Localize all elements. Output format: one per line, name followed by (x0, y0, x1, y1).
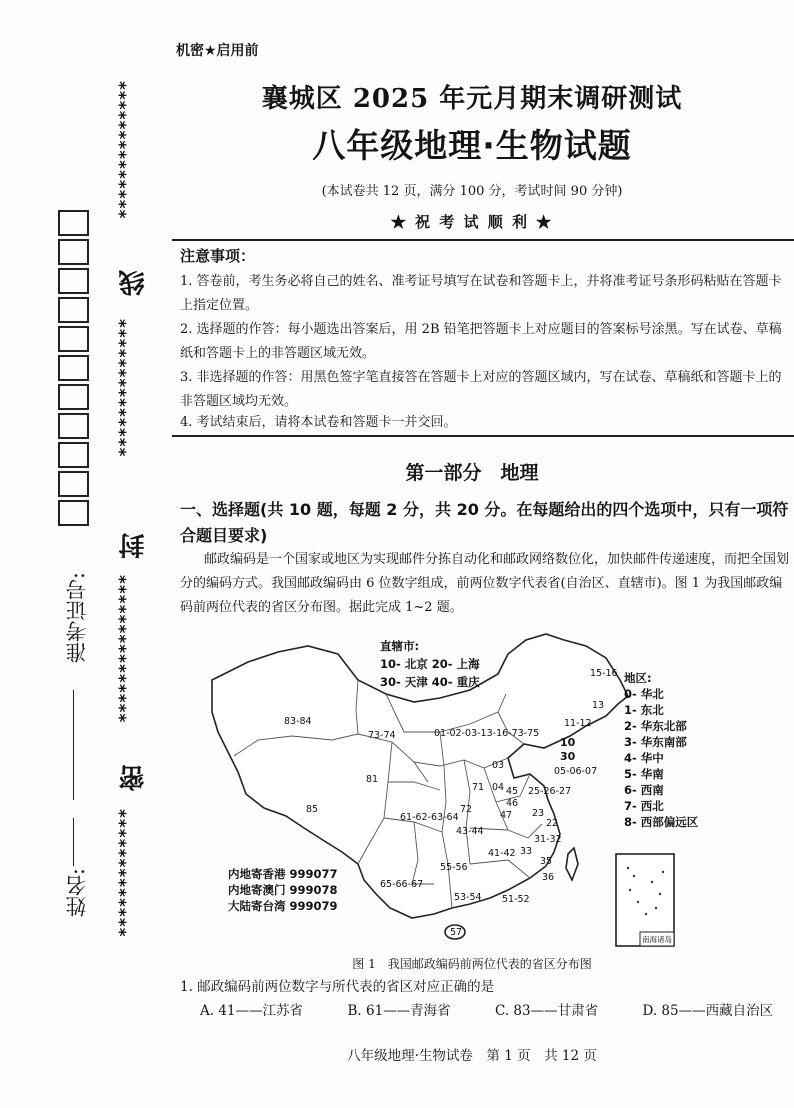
exam-id-box[interactable] (58, 297, 89, 323)
part-title: 第一部分 地理 (405, 462, 539, 484)
exam-id-box[interactable] (58, 500, 89, 526)
divider-notice (172, 435, 794, 437)
province-code: 22 (546, 818, 559, 829)
confidential-mark: 机密★启用前 (176, 43, 259, 59)
option-d[interactable]: D. 85——西藏自治区 (642, 1003, 774, 1019)
municipal-legend-line: 10- 北京 20- 上海 (380, 657, 480, 671)
section-title: 一、选择题(共 10 题，每题 2 分，共 20 分。在每题给出的四个选项中，只有一项符合题目要求) (180, 500, 789, 545)
binding-char-mi: 密 (119, 765, 149, 791)
exam-id-box[interactable] (58, 268, 89, 294)
binding-stars-mid2: *************** (116, 574, 136, 723)
china-postal-map (208, 632, 699, 954)
province-code: 33 (520, 846, 533, 857)
question-1-options (200, 999, 790, 1019)
municipal-legend-line: 30- 天津 40- 重庆 (380, 675, 480, 689)
province-code: 13 (592, 700, 605, 711)
province-code: 72 (460, 804, 473, 815)
region-legend-item: 1- 东北 (624, 703, 664, 717)
province-code: 46 (506, 798, 519, 809)
page-footer: 八年级地理·生物试卷 第 1 页 共 12 页 (347, 1048, 597, 1064)
question-1-stem: 1. 邮政编码前两位数字与所代表的省区对应正确的是 (180, 979, 495, 995)
region-legend-item: 0- 华北 (624, 687, 664, 701)
province-code: 73-74 (368, 730, 396, 741)
region-legend-item: 8- 西部偏远区 (624, 815, 699, 829)
province-code: 15-16 (590, 668, 618, 679)
option-b[interactable]: B. 61——青海省 (347, 1003, 451, 1019)
province-code: 85 (306, 804, 319, 815)
notice-item: 3. 非选择题的作答：用黑色签字笔直接答在答题卡上对应的答题区域内，写在试卷、草稿纸和答题卡上的非答题区域均无效。 (180, 370, 782, 409)
name-label: 姓名: (65, 868, 89, 918)
exam-id-box[interactable] (58, 471, 89, 497)
binding-stars-bottom: ************* (116, 808, 136, 937)
province-code: 36 (542, 872, 555, 883)
province-code: 30 (560, 750, 576, 763)
binding-char-feng: 封 (119, 533, 149, 559)
province-code: 57 (450, 927, 463, 938)
exam-id-box[interactable] (58, 384, 89, 410)
binding-stars-mid1: ************** (116, 318, 136, 457)
province-code: 04 (492, 782, 505, 793)
exam-id-underline[interactable] (73, 690, 74, 800)
name-underline[interactable] (73, 818, 74, 866)
province-code: 05-06-07 (554, 766, 598, 777)
exam-id-box[interactable] (58, 442, 89, 468)
province-code: 53-54 (454, 892, 482, 903)
province-code: 31-32 (534, 834, 562, 845)
exam-id-label: 准考证号: (65, 572, 89, 664)
province-code: 35 (540, 856, 553, 867)
province-code: 47 (500, 810, 513, 821)
region-legend-item: 7- 西北 (624, 799, 664, 813)
paper-info: (本试卷共 12 页，满分 100 分，考试时间 90 分钟) (321, 184, 623, 199)
province-code: 01-02-03-13-16-73-75 (434, 728, 540, 739)
province-code: 23 (532, 808, 545, 819)
exam-id-box[interactable] (58, 239, 89, 265)
province-code: 81 (366, 774, 379, 785)
region-legend-item: 6- 西南 (624, 783, 664, 797)
province-code: 03 (492, 760, 505, 771)
exam-title: 襄城区 2025 年元月期末调研测试 (261, 84, 683, 114)
region-legend-item: 4- 华中 (624, 751, 664, 765)
exam-id-box[interactable] (58, 355, 89, 381)
province-code: 61-62-63-64 (400, 812, 459, 823)
exam-id-box[interactable] (58, 210, 89, 236)
region-legend-item: 5- 华南 (624, 767, 664, 781)
notice-item: 2. 选择题的作答：每小题选出答案后，用 2B 铅笔把答题卡上对应题目的答案标号涂黑。写在试卷、草稿纸和答题卡上的非答题区域无效。 (180, 322, 782, 361)
notice-title: 注意事项： (180, 247, 256, 265)
notice-item: 1. 答卷前，考生务必将自己的姓名、准考证号填写在试卷和答题卡上，并将准考证号条形码粘贴在答题卡上指定位置。 (180, 274, 782, 313)
province-code: 43-44 (456, 826, 484, 837)
notice-item: 4. 考试结束后，请将本试卷和答题卡一并交回。 (180, 415, 457, 430)
paper-title: 八年级地理·生物试题 (312, 126, 632, 165)
region-legend-title: 地区: (624, 671, 652, 685)
province-code: 10 (560, 736, 576, 749)
exam-id-box[interactable] (58, 326, 89, 352)
province-code: 25-26-27 (528, 786, 572, 797)
province-code: 51-52 (502, 894, 530, 905)
exam-id-box[interactable] (58, 413, 89, 439)
binding-stars-top: ************** (116, 80, 136, 219)
binding-char-xian: 线 (119, 270, 149, 296)
municipal-legend-title: 直辖市: (380, 639, 420, 653)
divider-top (172, 239, 794, 241)
province-code: 41-42 (488, 848, 516, 859)
inset-label: 南海诸岛 (642, 935, 672, 944)
exam-id-boxes[interactable] (58, 210, 89, 529)
province-code: 65-66-67 (380, 879, 424, 890)
province-code: 11-12 (564, 718, 592, 729)
region-legend-item: 3- 华东南部 (624, 735, 687, 749)
taiwan-island (566, 848, 578, 880)
option-c[interactable]: C. 83——甘肃省 (495, 1003, 599, 1019)
question-intro: 邮政编码是一个国家或地区为实现邮件分拣自动化和邮政网络数位化，加快邮件传递速度，而把全国划分的编码方式。我国邮政编码由 6 位数字组成，前两位数字代表省(自治区、直辖市)。图 1 为我国邮政编码前两位代表的省区分布图。据此完成 1~2 题。 (180, 552, 790, 615)
province-code: 45 (506, 786, 519, 797)
province-code: 55-56 (440, 862, 468, 873)
option-a[interactable]: A. 41——江苏省 (200, 1003, 304, 1019)
special-code: 内地寄澳门 999078 (228, 883, 338, 897)
good-luck-banner: ★ 祝 考 试 顺 利 ★ (390, 213, 554, 231)
region-legend-item: 2- 华东北部 (624, 719, 687, 733)
special-code: 大陆寄台湾 999079 (228, 899, 338, 913)
province-code: 71 (472, 782, 485, 793)
special-code: 内地寄香港 999077 (228, 867, 338, 881)
province-code: 83-84 (284, 716, 312, 727)
figure-caption: 图 1 我国邮政编码前两位代表的省区分布图 (352, 957, 592, 971)
